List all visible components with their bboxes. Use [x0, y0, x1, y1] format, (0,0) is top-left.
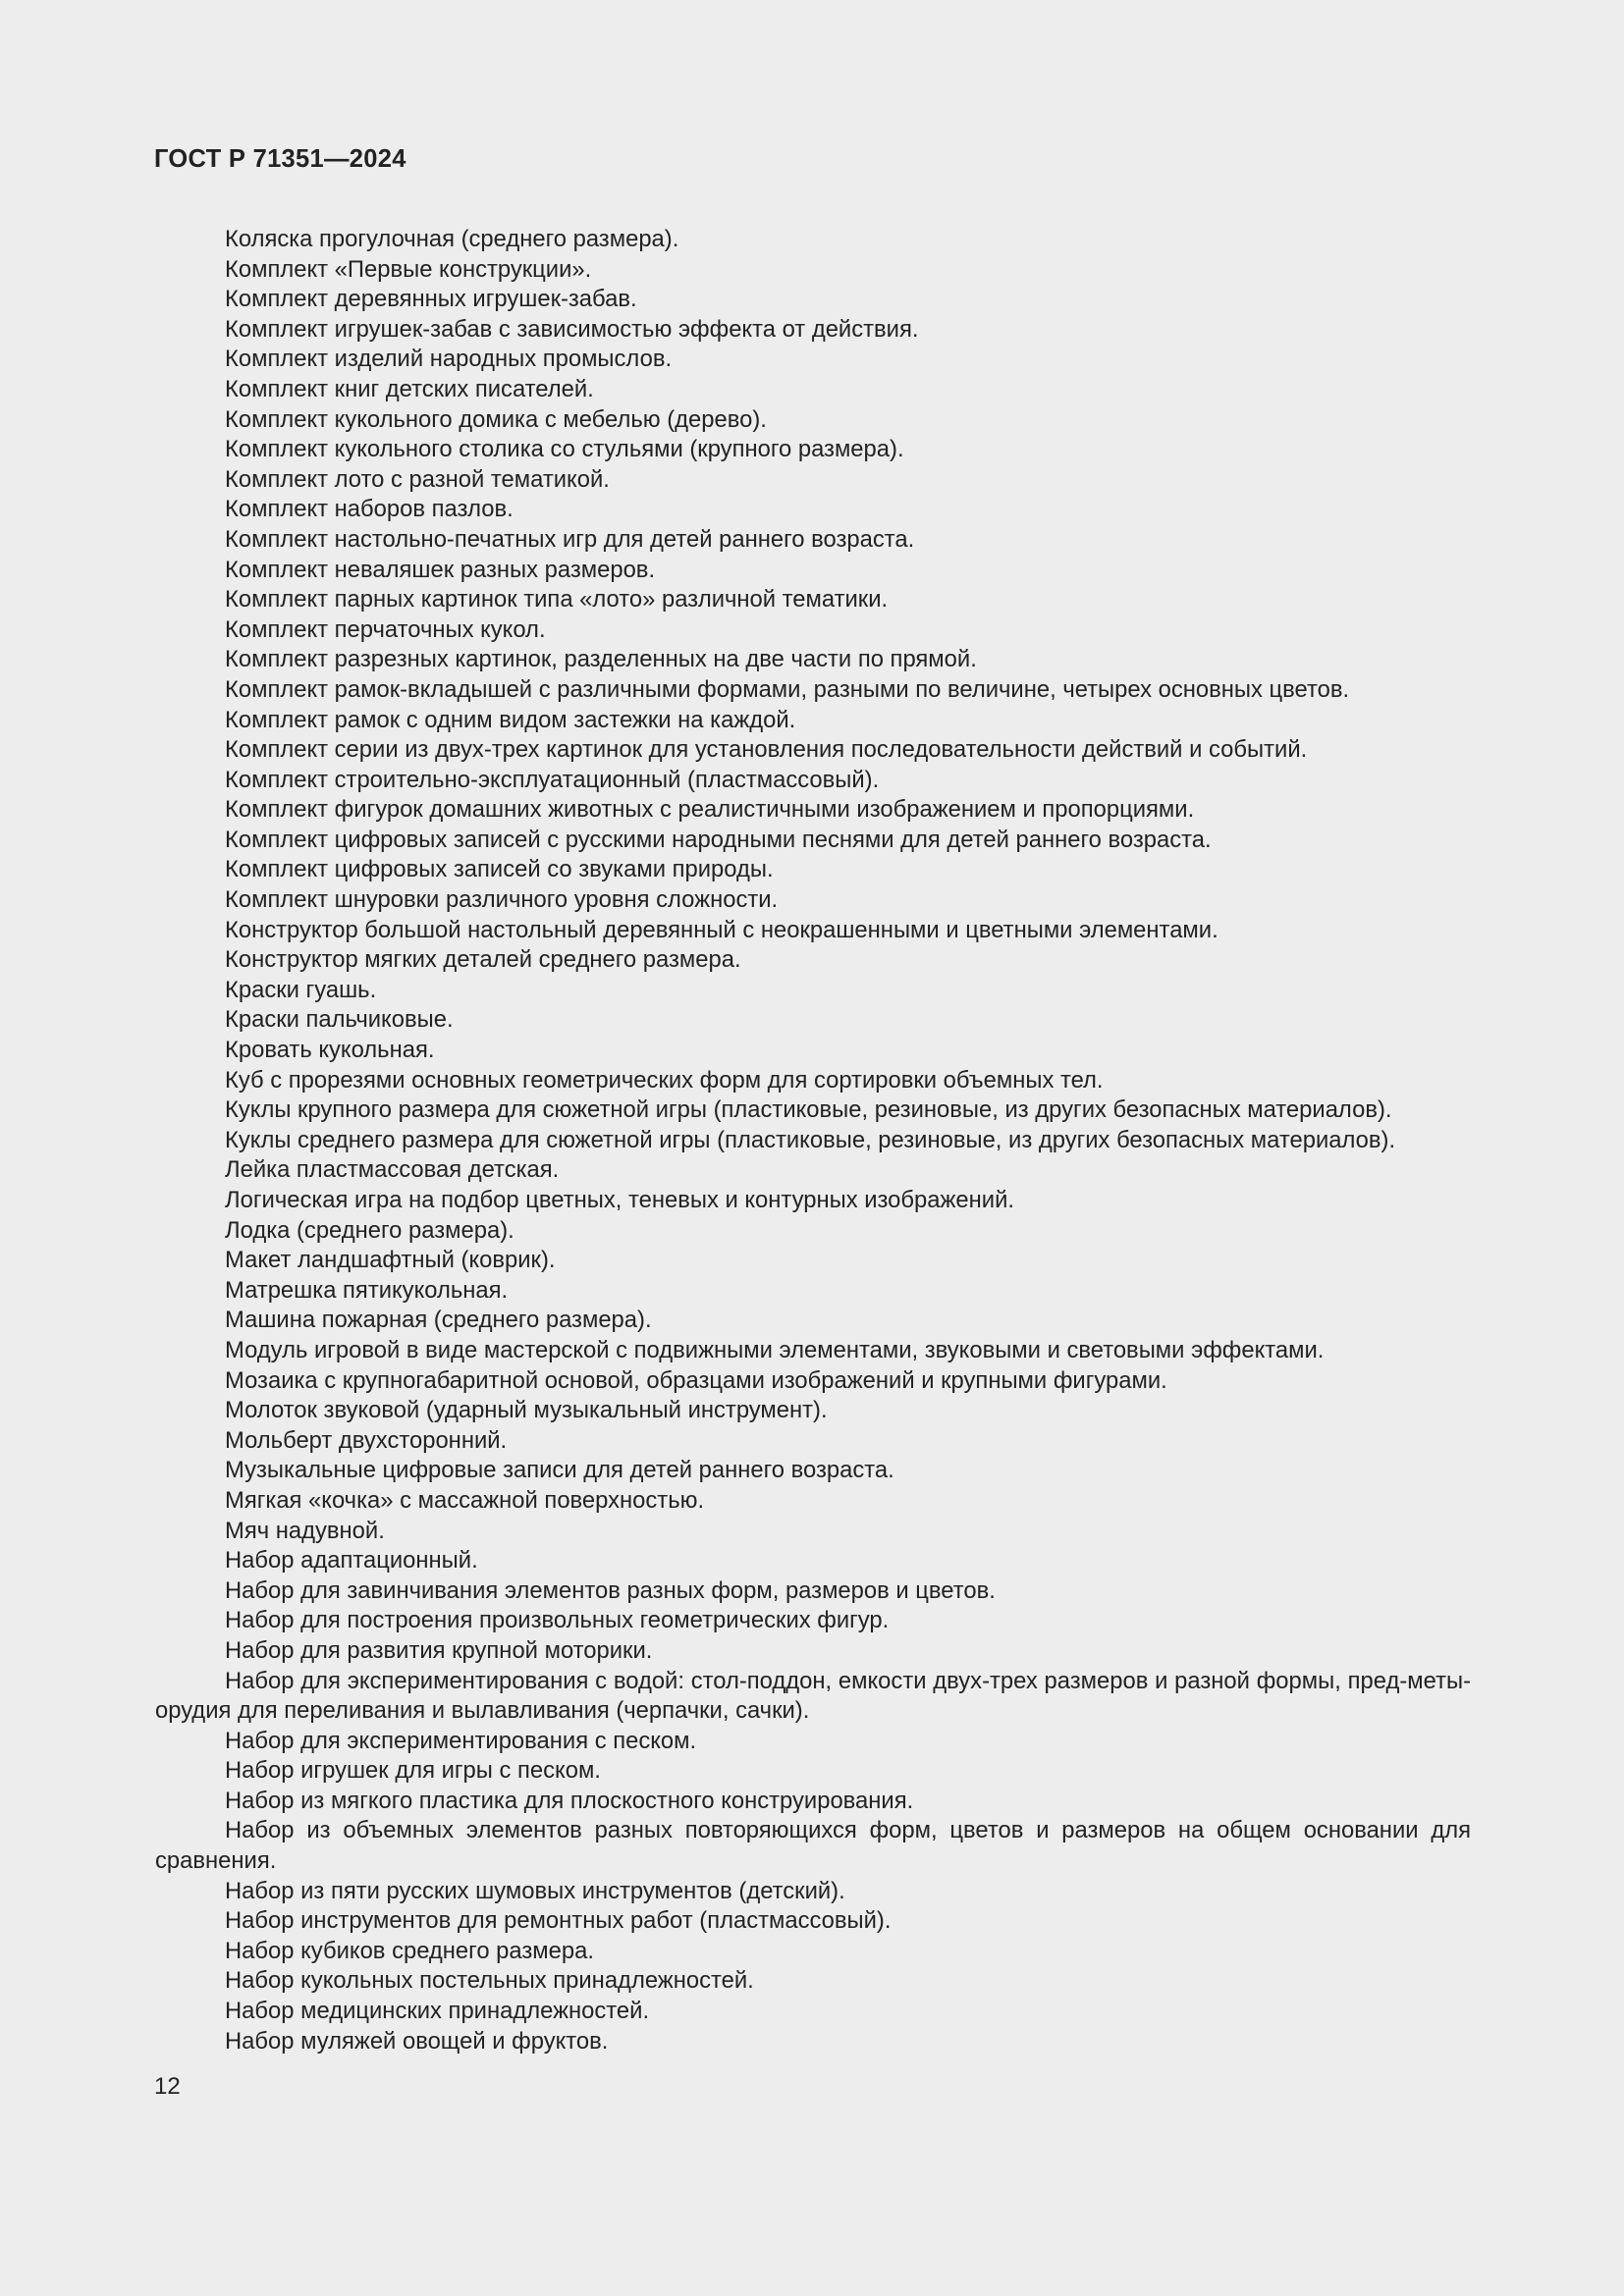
list-item: Комплект строительно-эксплуатационный (пластмассовый). — [225, 766, 880, 793]
list-item: Набор из мягкого пластика для плоскостного конструирования. — [225, 1787, 914, 1814]
list-item: Куклы крупного размера для сюжетной игры (пластиковые, резиновые, из других безопасных материалов). — [225, 1096, 1392, 1124]
list-item: Макет ландшафтный (коврик). — [225, 1247, 556, 1274]
list-item: Конструктор мягких деталей среднего размера. — [225, 946, 741, 974]
list-item: Комплект разрезных картинок, разделенных на две части по прямой. — [225, 646, 977, 673]
list-item: Комплект кукольного столика со стульями (крупного размера). — [225, 436, 904, 463]
list-item: Набор для экспериментирования с водой: стол-поддон, емкости двух-трех размеров и разной формы, пред-меты-орудия для переливания и вылавливания (черпачки, сачки). — [155, 1667, 1471, 1725]
list-item: Комплект цифровых записей со звуками природы. — [225, 856, 774, 883]
list-item: Комплект неваляшек разных размеров. — [225, 556, 656, 583]
list-item: Набор кубиков среднего размера. — [225, 1937, 594, 1964]
list-item: Набор для развития крупной моторики. — [225, 1636, 653, 1664]
list-item: Кровать кукольная. — [225, 1037, 435, 1064]
list-item: Набор для завинчивания элементов разных форм, размеров и цветов. — [225, 1576, 996, 1604]
list-item: Машина пожарная (среднего размера). — [225, 1307, 652, 1334]
list-item: Набор кукольных постельных принадлежностей. — [225, 1967, 754, 1995]
list-item: Комплект шнуровки различного уровня сложности. — [225, 886, 779, 914]
list-item: Краски гуашь. — [225, 976, 377, 1003]
list-item: Набор из пяти русских шумовых инструментов (детский). — [225, 1877, 845, 1904]
list-item: Мольберт двухсторонний. — [225, 1426, 508, 1454]
list-item: Краски пальчиковые. — [225, 1006, 454, 1034]
equipment-list — [155, 225, 1471, 2056]
list-item: Комплект кукольного домика с мебелью (дерево). — [225, 405, 767, 433]
list-item: Набор инструментов для ремонтных работ (пластмассовый). — [225, 1907, 892, 1935]
list-item: Мягкая «кочка» с массажной поверхностью. — [225, 1486, 705, 1514]
page-number: 12 — [154, 2073, 181, 2100]
list-item: Набор из объемных элементов разных повторяющихся форм, цветов и размеров на общем основании для сравнения. — [155, 1817, 1471, 1875]
list-item: Логическая игра на подбор цветных, теневых и контурных изображений. — [225, 1187, 1014, 1213]
list-item: Набор для построения произвольных геометрических фигур. — [225, 1607, 890, 1634]
list-item: Набор адаптационный. — [225, 1547, 478, 1575]
list-item: Лодка (среднего размера). — [225, 1216, 514, 1244]
list-item: Комплект лото с разной тематикой. — [225, 465, 610, 493]
list-item: Комплект цифровых записей с русскими народными песнями для детей раннего возраста. — [225, 826, 1212, 853]
list-item: Комплект серии из двух-трех картинок для установления последовательности действий и событий. — [225, 736, 1308, 764]
list-item: Мозаика с крупногабаритной основой, образцами изображений и крупными фигурами. — [225, 1366, 1167, 1394]
list-item: Куб с прорезями основных геометрических форм для сортировки объемных тел. — [225, 1066, 1104, 1094]
list-item: Музыкальные цифровые записи для детей раннего возраста. — [225, 1457, 894, 1484]
list-item: Набор муляжей овощей и фруктов. — [225, 2027, 609, 2055]
list-item: Молоток звуковой (ударный музыкальный инструмент). — [225, 1397, 828, 1424]
list-item: Комплект настольно-печатных игр для детей раннего возраста. — [225, 525, 915, 553]
list-item: Комплект игрушек-забав с зависимостью эффекта от действия. — [225, 315, 919, 343]
list-item: Комплект рамок с одним видом застежки на каждой. — [225, 706, 796, 733]
list-item: Комплект перчаточных кукол. — [225, 615, 546, 643]
list-item: Набор для экспериментирования с песком. — [225, 1727, 697, 1754]
list-item: Конструктор большой настольный деревянный с неокрашенными и цветными элементами. — [225, 916, 1218, 943]
list-item: Набор медицинских принадлежностей. — [225, 1998, 650, 2025]
list-item: Комплект изделий народных промыслов. — [225, 346, 673, 373]
list-item: Комплект книг детских писателей. — [225, 375, 594, 402]
list-item: Матрешка пятикукольная. — [225, 1276, 509, 1304]
list-item: Комплект рамок-вкладышей с различными формами, разными по величине, четырех основных цветов. — [225, 675, 1350, 703]
list-item: Комплект «Первые конструкции». — [225, 255, 592, 283]
list-item: Комплект парных картинок типа «лото» различной тематики. — [225, 586, 889, 614]
list-item: Набор игрушек для игры с песком. — [225, 1757, 601, 1785]
list-item: Комплект деревянных игрушек-забав. — [225, 286, 637, 313]
list-item: Комплект фигурок домашних животных с реалистичными изображением и пропорциями. — [225, 796, 1195, 824]
list-item: Куклы среднего размера для сюжетной игры (пластиковые, резиновые, из других безопасных материалов). — [225, 1126, 1396, 1153]
list-item: Комплект наборов пазлов. — [225, 496, 514, 523]
document-header: ГОСТ Р 71351—2024 — [154, 145, 406, 173]
list-item: Коляска прогулочная (среднего размера). — [225, 226, 679, 252]
list-item: Лейка пластмассовая детская. — [225, 1156, 560, 1184]
list-item: Модуль игровой в виде мастерской с подвижными элементами, звуковыми и световыми эффектами. — [225, 1336, 1325, 1363]
list-item: Мяч надувной. — [225, 1517, 385, 1544]
